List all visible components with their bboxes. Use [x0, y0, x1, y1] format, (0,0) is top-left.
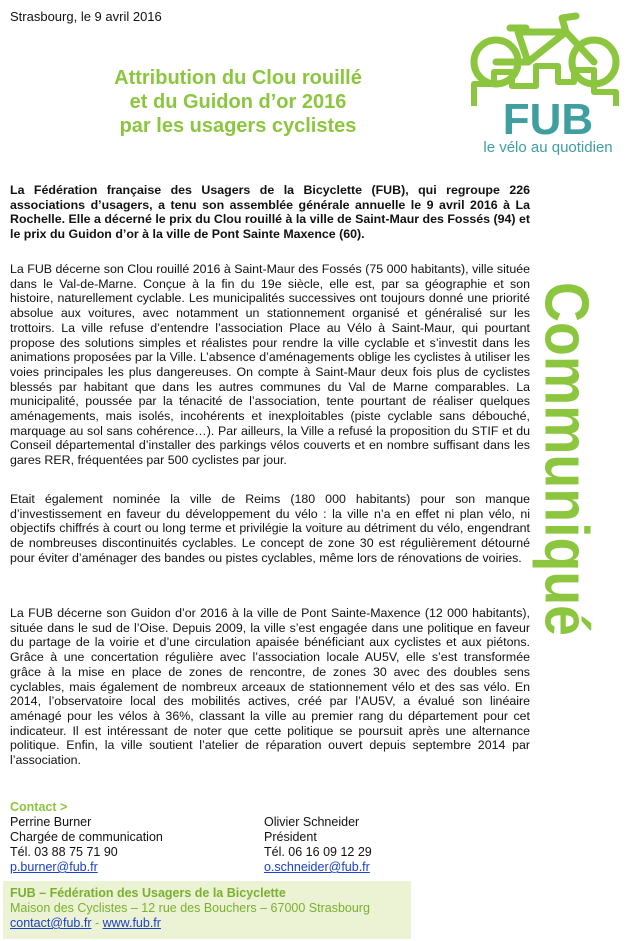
contact-email-link[interactable]: p.burner@fub.fr — [10, 860, 98, 874]
footer — [10, 886, 370, 931]
title-line-2: et du Guidon d’or 2016 — [129, 91, 347, 113]
footer-address: Maison des Cyclistes – 12 rue des Bouchers – 67000 Strasbourg — [10, 901, 370, 915]
footer-website-link[interactable]: www.fub.fr — [102, 916, 161, 930]
paragraph-clou-rouille: La FUB décerne son Clou rouillé 2016 à Saint-Maur des Fossés (75 000 habitants), ville située dans le Val-de-Marne. Conçue à la fin du 19e siècle, elle est, par sa géographie et son histoire, naturellement cyclable. Les municipalités successives ont toujours donné une priorité absolue aux voitures, avec notamment un stationnement organisé et généralisé sur les trottoirs. La ville refuse d’entendre l’association Place au Vélo à Saint-Maur, qui pourtant propose des solutions simples et réalistes pour rendre la ville cyclable et s’investit dans les animations proposées par la Ville. L’absence d’aménagements oblige les cyclistes à utiliser les voies principales les plus dangereuses. On compte à Saint-Maur deux fois plus de cyclistes blessés par habitant que dans les autres communes du Val de Marne comparables. La municipalité, poussée par la ténacité de l’association, tente pourtant de réaliser quelques aménagements, mais isolés, incohérents et inexploitables (piste cyclable sans débouché, marquage au sol sans cohérence…). Par ailleurs, la Ville a refusé la proposition du STIF et du Conseil départemental d’installer des parkings vélos couverts et en nombre suffisant dans les gares RER, fréquentées par 500 cyclistes par jour. — [10, 262, 530, 468]
communique-label — [531, 282, 612, 679]
contact-heading: Contact > — [10, 800, 68, 814]
intro-paragraph: La Fédération française des Usagers de la Bicyclette (FUB), qui regroupe 226 associations d’usagers, a tenu son assemblée générale annuelle le 9 avril 2016 à La Rochelle. Elle a décerné le prix du Clou rouillé à la ville de Saint-Maur des Fossés (94) et le prix du Guidon d’or à la ville de Pont Sainte Maxence (60). — [10, 183, 530, 242]
contact-right — [264, 815, 372, 875]
contact-role: Président — [264, 830, 317, 844]
paragraph-reims: Etait également nominée la ville de Reims (180 000 habitants) pour son manque d’investissement en faveur du développement du vélo : la ville n’a en effet ni plan vélo, ni objectifs chiffrés à court ou long terme et privilégie la voiture au détriment du vélo, engendrant de nombreuses discontinuités cyclables. Le concept de zone 30 est régulièrement détourné pour éviter d’aménager des bandes ou pistes cyclables, même lors de rénovations de voiries. — [10, 492, 530, 565]
communique-text: Communiqué — [531, 282, 601, 679]
logo-acronym: FUB — [502, 95, 594, 144]
contact-name: Perrine Burner — [10, 815, 92, 829]
contact-phone: Tél. 03 88 75 71 90 — [10, 845, 118, 859]
footer-separator: - — [91, 916, 103, 930]
contact-left — [10, 815, 163, 875]
dateline: Strasbourg, le 9 avril 2016 — [10, 9, 162, 24]
title-line-3: par les usagers cyclistes — [119, 115, 357, 137]
contact-name: Olivier Schneider — [264, 815, 360, 829]
paragraph-guidon-or: La FUB décerne son Guidon d’or 2016 à la ville de Pont Sainte-Maxence (12 000 habitants), située dans le sud de l’Oise. Depuis 2009, la ville s’est engagée dans une politique en faveur du partage de la voirie et d’une circulation apaisée bénéficiant aux cyclistes et aux piétons. Grâce à une concertation régulière avec l’association locale AU5V, elle s’est transformée grâce à la mise en place de zones de rencontre, de zones 30 avec des doubles sens cyclables, mais également de nombreux arceaux de stationnement vélo et des sas vélo. En 2014, l’observatoire local des mobilités actives, créé par l’AU5V, a évalué son linéaire aménagé pour les vélos à 36%, classant la ville au premier rang du département pour cet indicateur. Il est intéressant de noter que cette politique se poursuit après une alternance politique. Enfin, la ville soutient l’atelier de réparation ouvert depuis septembre 2014 par l’association. — [10, 606, 530, 768]
contact-email-link[interactable]: o.schneider@fub.fr — [264, 860, 370, 874]
contact-role: Chargée de communication — [10, 830, 163, 844]
footer-email-link[interactable]: contact@fub.fr — [10, 916, 92, 930]
title-line-1: Attribution du Clou rouillé — [114, 67, 362, 89]
contact-phone: Tél. 06 16 09 12 29 — [264, 845, 372, 859]
logo-tagline: le vélo au quotidien — [483, 139, 613, 156]
footer-title: FUB – Fédération des Usagers de la Bicyclette — [10, 886, 286, 900]
page-title — [60, 66, 416, 138]
